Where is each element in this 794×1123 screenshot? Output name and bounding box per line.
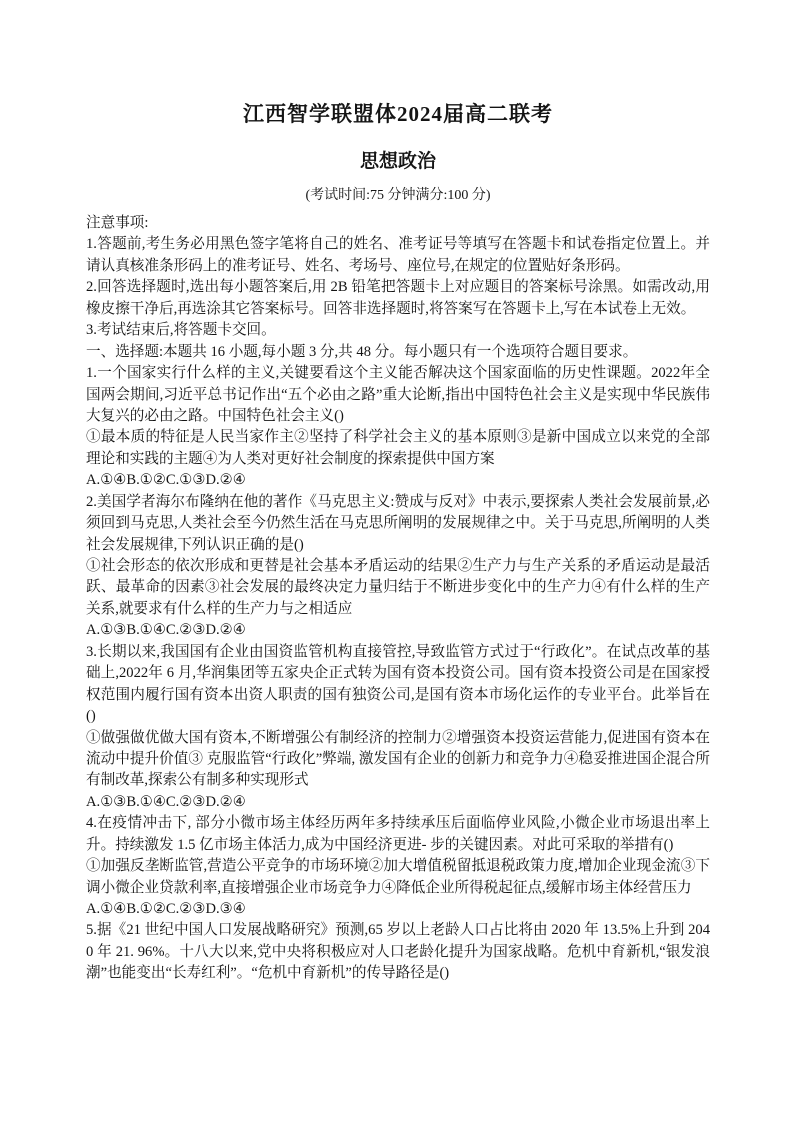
question-stem: 2.美国学者海尔布隆纳在他的著作《马克思主义:赞成与反对》中表示,要探索人类社会发展前景,必须回到马克思,人类社会至今仍然生活在马克思所阐明的发展规律之中。关于马克思,所阐明的人类社会发展规律,下列认识正确的是() xyxy=(86,493,710,553)
question-1 xyxy=(86,363,710,492)
question-4 xyxy=(86,813,710,920)
question-options: ①最本质的特征是人民当家作主②坚持了科学社会主义的基本原则③是新中国成立以来党的全部理论和实践的主题④为人类对更好社会制度的探索提供中国方案 xyxy=(86,429,710,467)
question-3 xyxy=(86,642,710,814)
question-answers: A.①④B.①②C.②③D.③④ xyxy=(86,901,246,917)
question-options: ①加强反垄断监管,营造公平竞争的市场环境②加大增值税留抵退税政策力度,增加企业现金流③下调小微企业贷款利率,直接增强企业市场竞争力④降低企业所得税起征点,缓解市场主体经营压力 xyxy=(86,858,710,896)
question-stem: 3.长期以来,我国国有企业由国资监管机构直接管控,导致监管方式过于“行政化”。在试点改革的基础上,2022年 6 月,华润集团等五家央企正式转为国有资本投资公司。国有资本投资公司是在国家授权范围内履行国有资本出资人职责的国有独资公司,是国有资本市场化运作的专业平台。此举旨在() xyxy=(86,643,710,725)
question-answers: A.①③B.①④C.②③D.②④ xyxy=(86,793,246,810)
notes-header: 注意事项: xyxy=(86,215,149,231)
question-answers: A.①④B.①②C.①③D.②④ xyxy=(86,472,246,489)
question-options: ①做强做优做大国有资本,不断增强公有制经济的控制力②增强资本投资运营能力,促进国有资本在流动中提升价值③ 克服监管“行政化”弊端, 激发国有企业的创新力和竞争力④稳妥推进国企混合所有制改革,探索公有制多种实现形式 xyxy=(86,729,710,789)
question-options: ①社会形态的依次形成和更替是社会基本矛盾运动的结果②生产力与生产关系的矛盾运动是最活跃、最革命的因素③社会发展的最终决定力量归结于不断进步变化中的生产力④有什么样的生产关系,就要求有什么样的生产力与之相适应 xyxy=(86,558,710,617)
question-stem: 4.在疫情冲击下, 部分小微市场主体经历两年多持续承压后面临停业风险,小微企业市场退出率上升。持续激发 1.5 亿市场主体活力,成为中国经济更进- 步的关键因素。对此可采取的举措有() xyxy=(86,815,710,853)
note-item-2: 2.回答选择题时,选出每小题答案后,用 2B 铅笔把答题卡上对应题目的答案标号涂黑。如需改动,用橡皮擦干净后,再选涂其它答案标号。回答非选择题时,将答案写在答题卡上,写在本试卷上无效。 xyxy=(86,279,710,317)
exam-info: (考试时间:75 分钟满分:100 分) xyxy=(305,188,491,203)
question-5 xyxy=(86,920,710,984)
question-stem: 1.一个国家实行什么样的主义,关键要看这个主义能否解决这个国家面临的历史性课题。2022年全国两会期间,习近平总书记作出“五个必由之路”重大论断,指出中国特色社会主义是实现中华民族伟大复兴的必由之路。中国特色社会主义() xyxy=(86,365,710,424)
note-item-1: 1.答题前,考生务必用黑色签字笔将自己的姓名、准考证号等填写在答题卡和试卷指定位置上。并请认真核准条形码上的准考证号、姓名、考场号、座位号,在规定的位置贴好条形码。 xyxy=(86,236,710,274)
section-header: 一、选择题:本题共 16 小题,每小题 3 分,共 48 分。每小题只有一个选项符合题目要求。 xyxy=(86,343,638,360)
exam-body xyxy=(86,213,710,985)
question-answers: A.①③B.①④C.②③D.②④ xyxy=(86,622,246,639)
exam-subject: 思想政治 xyxy=(359,151,436,172)
question-2 xyxy=(86,492,710,642)
note-item-3: 3.考试结束后,将答题卡交回。 xyxy=(86,322,276,339)
exam-title: 江西智学联盟体2024届高二联考 xyxy=(243,102,553,126)
question-stem: 5.据《21 世纪中国人口发展战略研究》预测,65 岁以上老龄人口占比将由 2020 年 13.5%上升到 2040 年 21. 96%。十八大以来,党中央将积极应对人口老龄化提升为国家战略。危机中育新机,“银发浪潮”也能变出“长寿红利”。“危机中育新机”的传导路径是() xyxy=(86,922,710,982)
